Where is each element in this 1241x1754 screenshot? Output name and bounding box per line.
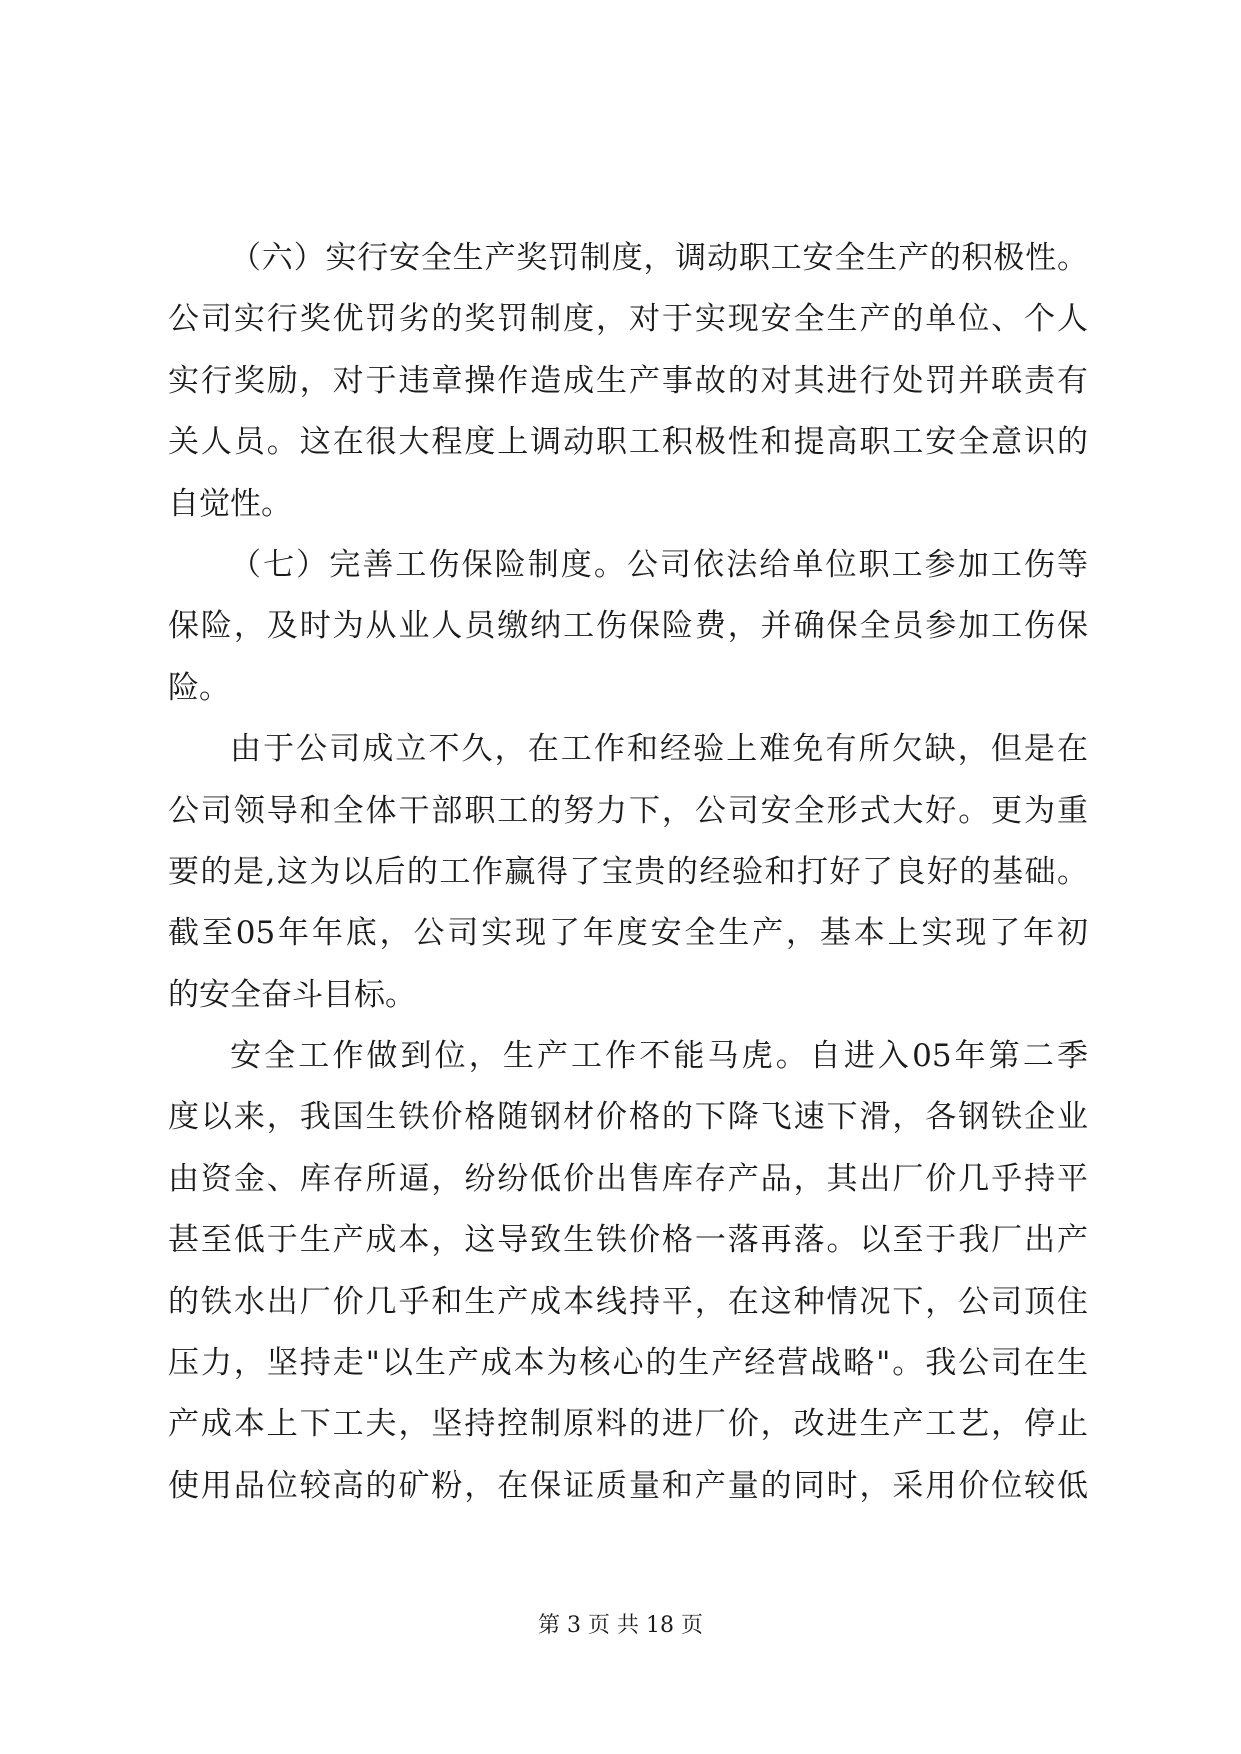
- paragraph-line: （六）实行安全生产奖罚制度，调动职工安全生产的积极性。: [230, 240, 1088, 276]
- paragraph-line: 由于公司成立不久，在工作和经验上难免有所欠缺，但是在: [230, 731, 1088, 768]
- page-number-footer: 第 3 页 共 18 页: [538, 1613, 703, 1638]
- paragraph-line: 险。: [168, 669, 230, 706]
- paragraph-line: 关人员。这在很大程度上调动职工积极性和提高职工安全意识的: [168, 424, 1088, 461]
- paragraph-line: （七）完善工伤保险制度。公司依法给单位职工参加工伤等: [230, 546, 1088, 583]
- paragraph-line: 度以来，我国生铁价格随钢材价格的下降飞速下滑，各钢铁企业: [168, 1099, 1088, 1136]
- paragraph-line: 的安全奋斗目标。: [168, 976, 416, 1013]
- paragraph-line: 公司领导和全体干部职工的努力下，公司安全形式大好。更为重: [168, 792, 1088, 829]
- paragraph-line: 截至05年年底，公司实现了年度安全生产，基本上实现了年初: [168, 915, 1088, 952]
- paragraph-line: 使用品位较高的矿粉，在保证质量和产量的同时，采用价位较低: [168, 1467, 1088, 1504]
- paragraph-line: 压力，坚持走"以生产成本为核心的生产经营战略"。我公司在生: [168, 1345, 1088, 1382]
- paragraph-line: 的铁水出厂价几乎和生产成本线持平，在这种情况下，公司顶住: [168, 1283, 1088, 1320]
- body-text: [168, 228, 1088, 1517]
- paragraph-line: 公司实行奖优罚劣的奖罚制度，对于实现安全生产的单位、个人: [168, 301, 1088, 338]
- paragraph-line: 产成本上下工夫，坚持控制原料的进厂价，改进生产工艺，停止: [168, 1406, 1088, 1443]
- paragraph-line: 由资金、库存所逼，纷纷低价出售库存产品，其出厂价几乎持平: [168, 1160, 1088, 1197]
- paragraph-line: 要的是,这为以后的工作赢得了宝贵的经验和打好了良好的基础。: [168, 853, 1088, 890]
- paragraph-line: 自觉性。: [168, 485, 292, 522]
- paragraph-line: 保险，及时为从业人员缴纳工伤保险费，并确保全员参加工伤保: [168, 608, 1088, 645]
- paragraph-line: 实行奖励，对于违章操作造成生产事故的对其进行处罚并联责有: [168, 362, 1088, 399]
- paragraph-line: 甚至低于生产成本，这导致生铁价格一落再落。以至于我厂出产: [168, 1222, 1088, 1259]
- paragraph-line: 安全工作做到位，生产工作不能马虎。自进入05年第二季: [230, 1038, 1088, 1075]
